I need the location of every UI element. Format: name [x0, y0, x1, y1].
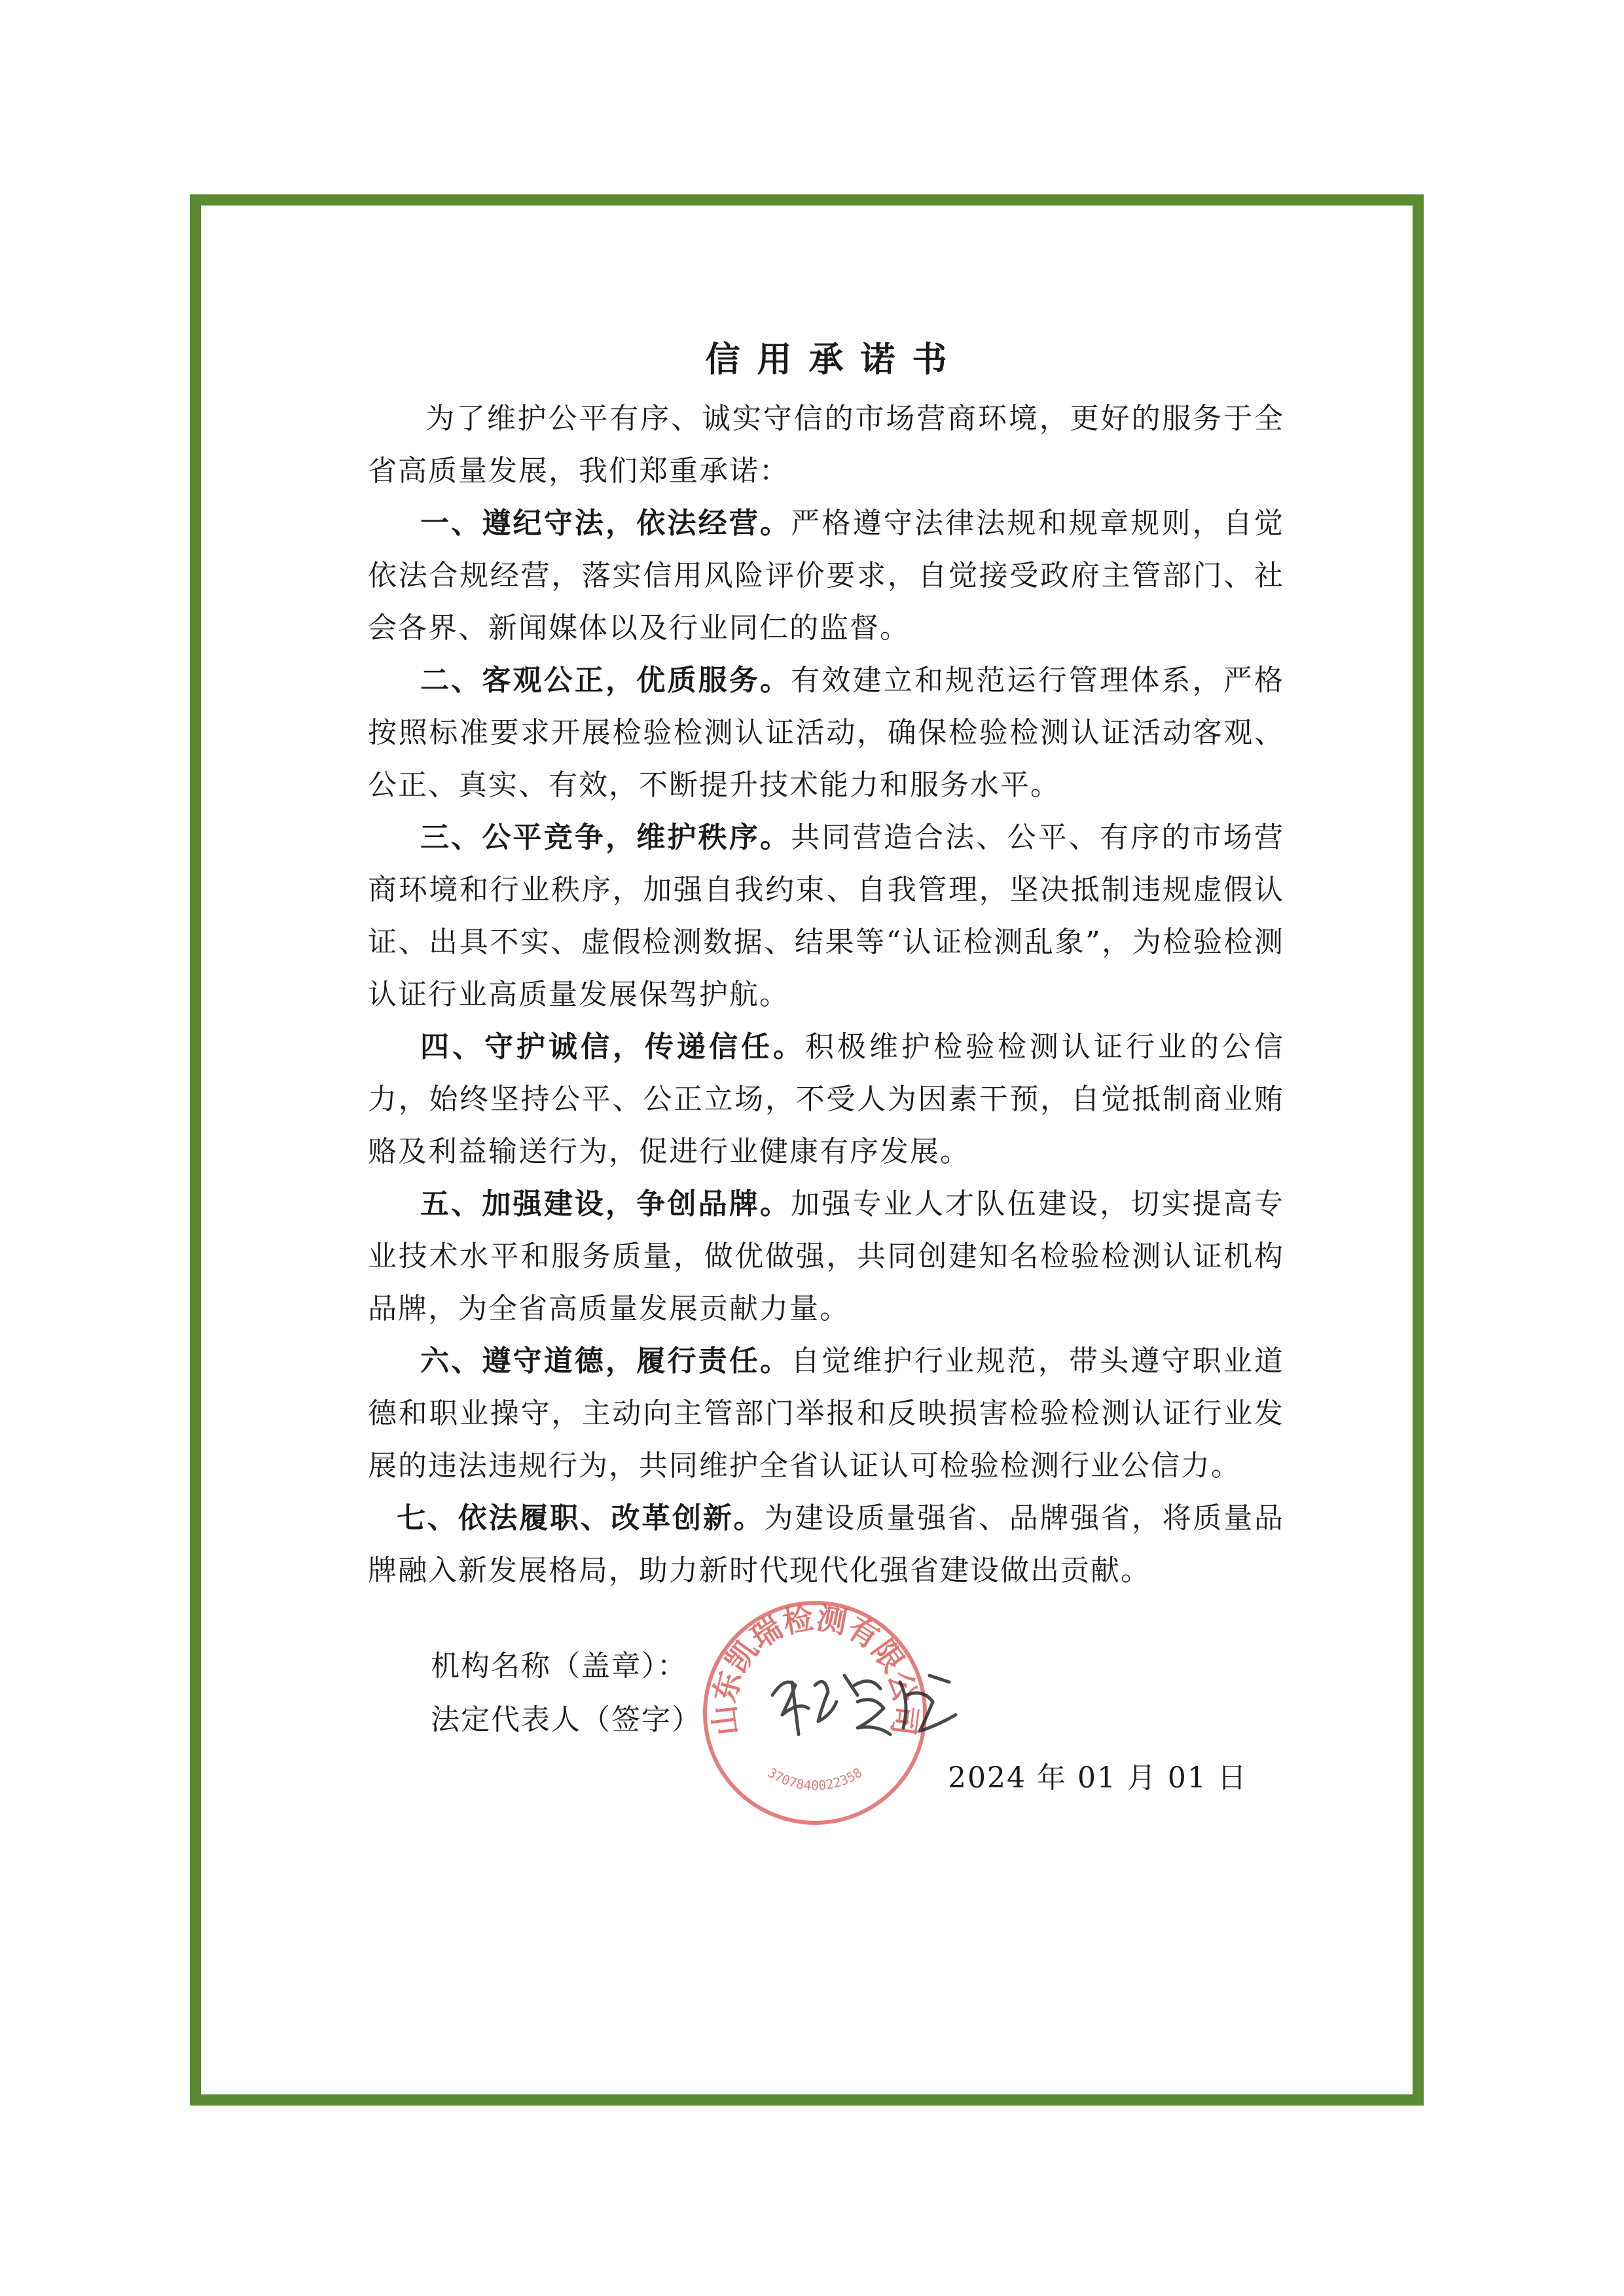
commitment-heading-1: 一、遵纪守法，依法经营。 [420, 507, 791, 540]
commitment-heading-7: 七、依法履职、改革创新。 [397, 1501, 765, 1535]
document-date: 2024 年 01 月 01 日 [948, 1761, 1248, 1795]
commitment-item-1 [368, 497, 1284, 655]
commitment-item-6 [368, 1335, 1284, 1492]
commitment-heading-2: 二、客观公正，优质服务。 [420, 664, 791, 697]
commitment-body-2: 有效建立和规范运行管理体系，严格按照标准要求开展检验检测认证活动，确保检验检测认证活动客观、公正、真实、有效，不断提升技术能力和服务水平。 [368, 664, 1285, 802]
handwritten-signature [759, 1656, 975, 1761]
svg-text:3707840022358 [765, 1765, 865, 1793]
org-name-label: 机构名称（盖章）： [431, 1649, 687, 1683]
commitment-body-3: 共同营造合法、公平、有序的市场营商环境和行业秩序，加强自我约束、自我管理，坚决抵制违规虚假认证、出具不实、虚假检测数据、结果等“认证检测乱象”，为检验检测认证行业高质量发展保驾护航。 [368, 821, 1285, 1011]
commitment-item-7 [368, 1492, 1284, 1597]
intro-paragraph: 为了维护公平有序、诚实守信的市场营商环境，更好的服务于全省高质量发展，我们郑重承诺： [368, 402, 1284, 488]
commitment-heading-5: 五、加强建设，争创品牌。 [420, 1187, 791, 1221]
commitment-item-3 [368, 812, 1284, 1021]
commitment-body-4: 积极维护检验检测认证行业的公信力，始终坚持公平、公正立场，不受人为因素干预，自觉抵制商业贿赂及利益输送行为，促进行业健康有序发展。 [368, 1030, 1284, 1168]
document-title: 信用承诺书 [705, 340, 964, 380]
commitment-item-2 [368, 655, 1284, 812]
seal-text: 山东凯瑞检测有限公司 [706, 1600, 924, 1738]
seal-number: 3707840022358 [765, 1764, 865, 1794]
document-body [368, 327, 1284, 1597]
commitment-item-4 [368, 1021, 1284, 1178]
commitment-heading-3: 三、公平竞争，维护秩序。 [420, 821, 791, 854]
commitment-body-7: 为建设质量强省、品牌强省，将质量品牌融入新发展格局，助力新时代现代化强省建设做出贡献。 [368, 1501, 1285, 1587]
commitment-body-1: 严格遵守法律法规和规章规则，自觉依法合规经营，落实信用风险评价要求，自觉接受政府主管部门、社会各界、新闻媒体以及行业同仁的监督。 [368, 507, 1285, 645]
commitment-body-6: 自觉维护行业规范，带头遵守职业道德和职业操守，主动向主管部门举报和反映损害检验检测认证行业发展的违法违规行为，共同维护全省认证认可检验检测行业公信力。 [368, 1344, 1285, 1482]
commitment-item-5 [368, 1178, 1284, 1335]
legal-rep-label: 法定代表人（签字） [431, 1703, 702, 1736]
commitment-heading-6: 六、遵守道德，履行责任。 [420, 1344, 791, 1378]
commitment-body-5: 加强专业人才队伍建设，切实提高专业技术水平和服务质量，做优做强，共同创建知名检验检测认证机构品牌，为全省高质量发展贡献力量。 [368, 1187, 1285, 1325]
commitment-heading-4: 四、守护诚信，传递信任。 [420, 1030, 805, 1064]
